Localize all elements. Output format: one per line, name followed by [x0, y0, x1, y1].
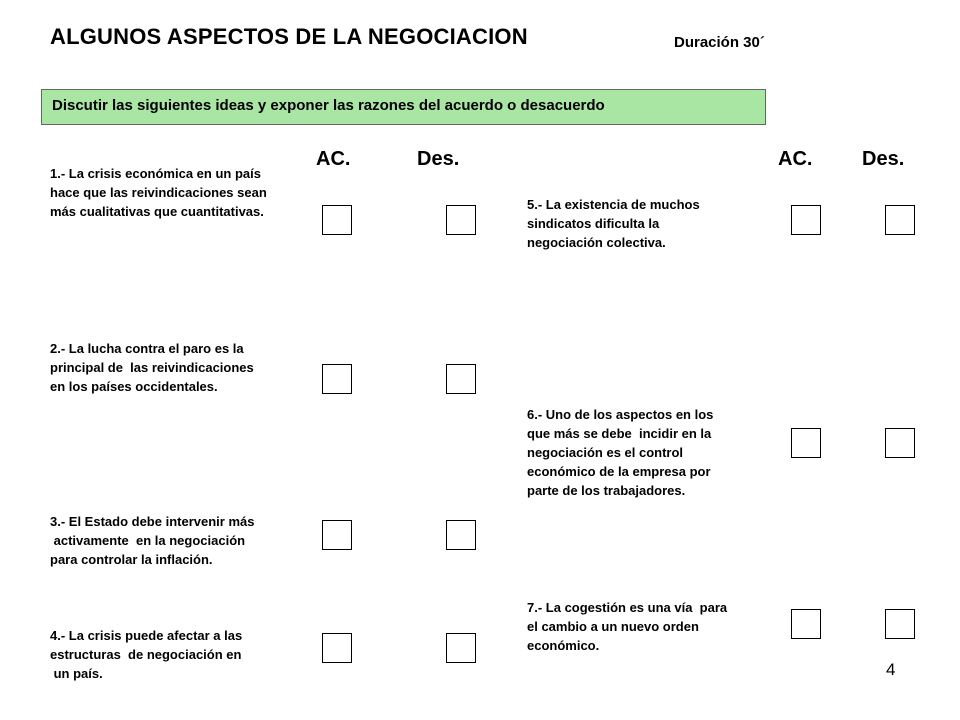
duration-label: Duración 30´ — [674, 34, 765, 51]
disagree-header-right: Des. — [862, 148, 905, 170]
statement-6: 6.- Uno de los aspectos en los que más se debe incidir en la negociación es el control económico de la empresa por parte de los trabajadores. — [527, 407, 714, 498]
disagree-checkbox-5[interactable] — [885, 205, 915, 235]
agree-header-right: AC. — [778, 148, 813, 170]
disagree-header-left: Des. — [417, 148, 460, 170]
statement-3: 3.- El Estado debe intervenir más activamente en la negociación para controlar la inflación. — [50, 514, 255, 567]
statement-2: 2.- La lucha contra el paro es la principal de las reivindicaciones en los países occidentales. — [50, 341, 254, 394]
statement-7: 7.- La cogestión es una vía para el cambio a un nuevo orden económico. — [527, 600, 728, 653]
agree-checkbox-2[interactable] — [322, 364, 352, 394]
disagree-checkbox-1[interactable] — [446, 205, 476, 235]
agree-checkbox-4[interactable] — [322, 633, 352, 663]
instruction-box — [41, 89, 766, 125]
disagree-checkbox-2[interactable] — [446, 364, 476, 394]
agree-checkbox-6[interactable] — [791, 428, 821, 458]
disagree-checkbox-6[interactable] — [885, 428, 915, 458]
statement-1: 1.- La crisis económica en un país hace que las reivindicaciones sean más cualitativas que cuantitativas. — [50, 166, 267, 219]
agree-header-left: AC. — [316, 148, 351, 170]
agree-checkbox-7[interactable] — [791, 609, 821, 639]
disagree-checkbox-7[interactable] — [885, 609, 915, 639]
disagree-checkbox-4[interactable] — [446, 633, 476, 663]
statement-4: 4.- La crisis puede afectar a las estructuras de negociación en un país. — [50, 628, 243, 681]
agree-checkbox-5[interactable] — [791, 205, 821, 235]
agree-checkbox-1[interactable] — [322, 205, 352, 235]
disagree-checkbox-3[interactable] — [446, 520, 476, 550]
slide-title: ALGUNOS ASPECTOS DE LA NEGOCIACION — [50, 24, 528, 49]
agree-checkbox-3[interactable] — [322, 520, 352, 550]
page-number: 4 — [886, 660, 896, 679]
instruction-text: Discutir las siguientes ideas y exponer las razones del acuerdo o desacuerdo — [52, 97, 605, 114]
statement-5: 5.- La existencia de muchos sindicatos dificulta la negociación colectiva. — [527, 197, 700, 250]
